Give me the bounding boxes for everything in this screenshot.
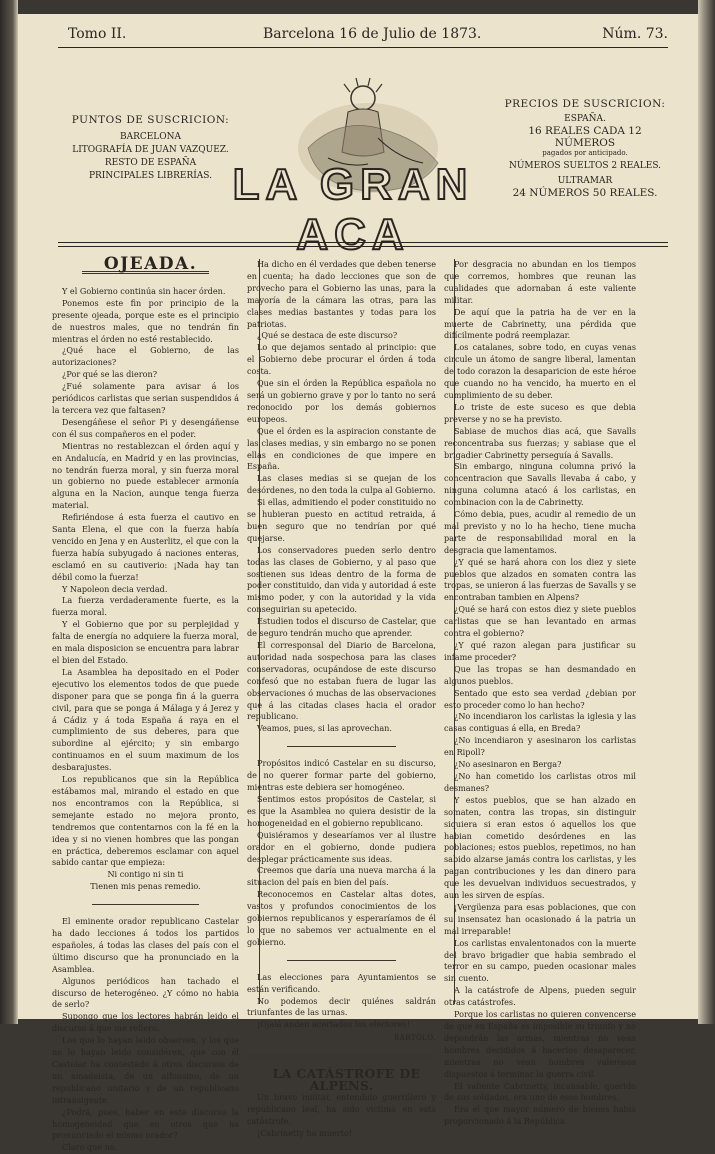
subscription-points — [68, 114, 233, 183]
paragraph: Veamos, pues, si las aprovechan. — [257, 723, 392, 734]
paragraph: ¿Y qué razon alegan para justificar su infame proceder? — [444, 640, 636, 662]
subs-right-line: NÚMEROS SUELTOS 2 REALES. — [508, 161, 662, 171]
paragraph: El eminente orador republicano Castelar ha dado lecciones á todos los partidos españoles, á todas las clases del país con el último discurso que ha pronunciado en la Asamblea. — [52, 916, 239, 974]
paragraph: La fuerza verdaderamente fuerte, es la fuerza moral. — [52, 595, 239, 618]
section-title-ojeada: OJEADA. — [103, 254, 198, 274]
double-rule — [247, 1055, 436, 1058]
section-title-alpens: LA CATÁSTROFE DE ALPENS. — [272, 1066, 421, 1094]
paragraph: ¡Cabrinetty ha muerto! — [257, 1127, 353, 1138]
paragraph: Era el que mayor número de bienes habia proporcionado á la República. — [444, 1104, 636, 1127]
column-1 — [52, 254, 239, 1154]
paragraph: Sentimos estos propósitos de Castelar, si es que la Asamblea no quiera desistir de la homogeneidad en el gobierno republicano. — [247, 793, 436, 828]
paragraph: Y Napoleon decia verdad. — [62, 583, 168, 594]
paragraph: Ponemos este fin por principio de la presente ojeada, porque este es el principio de nuestros males, que no tendrán fin mientras el órden no esté restablecido. — [52, 297, 239, 344]
column-2 — [247, 259, 436, 1140]
page-header — [63, 26, 668, 52]
paragraph: ¿No asesinaron en Berga? — [454, 759, 562, 770]
paragraph: Quisiéramos y desearíamos ver al ilustre orador en el gobierno, donde pudiera desplegar prácticamente sus ideas. — [247, 829, 436, 864]
paragraph: Un bravo militar, entendido guerrillero y republicano leal, ha sido víctima en esta catástrofe. — [247, 1092, 436, 1126]
paragraph: Los republicanos que sin la República estábamos mal, mirando el estado en que nos encontramos con la República, si semejante estado no mejora pronto, tendremos que contentarnos con la fé en la idea y si no vienen hombres que las pongan en práctica, deberemos esclamar con aquel sabido cantar que empieza: — [52, 774, 239, 868]
paragraph: Y estos pueblos, que se han alzado en somaten, contra las tropas, sin distinguir siquiera si eran estos ó aquellos los que habian cometido desórdenes en las poblaciones; estos pueblos, repetimos, no han sabido alzarse jamás contra los carlistas, y les pagan contribuciones y les dan dinero para que les devuelvan individuos secuestrados, y aun les sirven de espías. — [444, 794, 636, 901]
paragraph: ¿No incendiaron los carlistas la iglesia y las casas contiguas á ella, en Breda? — [444, 711, 636, 734]
paragraph: Sin embargo, ninguna columna privó la concentracion que Savalls llevaba á cabo, y ninguna columna atacó á los carlistas, en combinacion con la de Cabrinetty. — [444, 461, 636, 508]
paragraph: Desengáñese el señor Pi y desengáñense con él sus compañeros en el poder. — [52, 416, 239, 439]
section-rule — [287, 960, 396, 961]
issue-date: Barcelona 16 de Julio de 1873. — [263, 26, 482, 42]
page-edge — [698, 0, 715, 1024]
paragraph: Cómo debia, pues, acudir al remedio de un mal previsto y no lo ha hecho, tiene mucha parte de responsabilidad moral en la desgracia que lamentamos. — [444, 509, 636, 555]
masthead-rule — [58, 242, 668, 243]
paragraph: Claro que no. — [62, 1142, 118, 1153]
subs-left-line: BARCELONA — [119, 132, 182, 142]
paragraph: El valiente Cabrinetty, incansable, querido de sus soldados, era uno de esos hombres. — [444, 1080, 636, 1103]
subs-right-line: ULTRAMAR — [557, 176, 613, 186]
paragraph: El corresponsal del Diario de Barcelona, autoridad nada sospechosa para las clases conservadoras, ocupándose de este discurso confesó que no estaban fuera de lugar las observaciones ó muchas de las observaciones que á las citadas clases hacia el orador republicano. — [247, 640, 436, 722]
paragraph: Por desgracia no abundan en los tiempos que corremos, hombres que reunan las cualidades que adornaban á este valiente militar. — [444, 259, 636, 305]
paragraph: ¿No han cometido los carlistas otros mil desmanes? — [444, 770, 636, 793]
paragraph: Los carlistas envalentonados con la muerte del bravo brigadier que habia sembrado el terror en su campo, pueden ocasionar males sin cuento. — [444, 937, 636, 984]
paragraph: A la catástrofe de Alpens, pueden seguir otras catástrofes. — [444, 985, 636, 1008]
masthead-title: LA GRAN ACA — [232, 160, 474, 259]
paragraph: Propósitos indicó Castelar en su discurso, de no querer formar parte del gobierno, mientras este debiera ser homogéneo. — [247, 758, 436, 793]
paragraph: Y el Gobierno continúa sin hacer órden. — [62, 285, 226, 296]
signature: BARTOLO. — [394, 1034, 436, 1043]
paragraph: Ha dicho en él verdades que deben tenerse en cuenta; ha dado lecciones que son de provecho para el Gobierno las unas, para la mayoría de la cámara las otras, para las clases medias bastantes y todas para los patriotas. — [247, 259, 436, 329]
paragraph: ¿No incendiaron y asesinaron los carlistas en Ripoll? — [444, 735, 636, 758]
paragraph: Sabiase de muchos dias acá, que Savalls reconcentraba sus fuerzas; y sabiase que el brigadier Cabrinetty perseguía á Savalls. — [444, 425, 636, 460]
tomo-label: Tomo II. — [68, 26, 127, 42]
subscription-points-title: PUNTOS DE SUSCRICION: — [71, 114, 230, 126]
column-3 — [444, 259, 636, 1128]
subs-right-line: ESPAÑA. — [564, 114, 606, 124]
paragraph: Si ellas, admitiendo el poder constituido no se hubieran puesto en actitud retraida, á buen seguro que no tendrían por qué quejarse. — [247, 497, 436, 543]
paragraph: Las elecciones para Ayuntamientos se están verificando. — [247, 971, 436, 994]
book-spine — [0, 0, 18, 1024]
paragraph: ¿Podrá, pues, haber en este discurso la homogeneidad que en otros que ha pronunciado el mismo orador? — [52, 1106, 239, 1141]
paragraph: Algunos periódicos han tachado el discurso de heterogéneo. ¿Y cómo no habia de serlo? — [52, 975, 239, 1010]
header-rule — [58, 47, 668, 48]
paragraph: Los que lo hayan leido observen, y los que no lo hayan leido considéren, que con él Castelar ha contestado á otros discursos de un amadeista, de un alfonsino, de un republicano unitario y de un republicano intransigente. — [52, 1035, 239, 1105]
subs-right-line: 16 REALES CADA 12 NÚMEROS — [528, 125, 642, 149]
paragraph: Que las tropas se han desmandado en algunos pueblos. — [444, 663, 636, 686]
subs-right-line: 24 NÚMEROS 50 REALES. — [512, 187, 658, 199]
subs-left-line: RESTO DE ESPAÑA — [104, 158, 197, 168]
section-rule — [287, 746, 396, 747]
paragraph: De aquí que la patria ha de ver en la muerte de Cabrinetty, una pérdida que difícilmente podrá reemplazar. — [444, 306, 636, 341]
subs-left-line: LITOGRAFÍA DE JUAN VAZQUEZ. — [72, 145, 229, 155]
paragraph: Sentado que esto sea verdad ¿debian por esto proceder como lo han hecho? — [444, 687, 636, 710]
paragraph: Que el órden es la aspiracion constante de las clases medias, y sin embargo no se ponen ellas en condiciones de que impere en España. — [247, 425, 436, 472]
paragraph: Reconocemos en Castelar altas dotes, vastos y profundos conocimientos de los gobiernos republicanos y esperaríamos de él lo que no sabemos ver actualmente en el gobierno. — [247, 889, 436, 947]
verse-line: Tienen mis penas remedio. — [90, 881, 201, 892]
paragraph: Estudien todos el discurso de Castelar, que de seguro tendrán mucho que aprender. — [247, 616, 436, 639]
paragraph: ¿Por qué se las dieron? — [62, 369, 158, 380]
paragraph: Mientras no restablezcan el órden aquí y en Andalucía, en Madrid y en las provincias, no tendrán fuerza moral, y sin fuerza moral un gobierno no puede establecer armonía alguna en la Nacion, aunque tenga fuerza material. — [52, 440, 239, 511]
issue-number: Núm. 73. — [602, 26, 668, 42]
paragraph: ¿Qué se destaca de este discurso? — [257, 330, 398, 341]
paragraph: Los conservadores pueden serlo dentro todas las clases de Gobierno, y al paso que sostienen sus ideas dentro de la forma de poder constituido, dan vida y autoridad á este mismo poder, y con la autoridad y la vida conseguirian su apetecido. — [247, 544, 436, 615]
paragraph: La Asamblea ha depositado en el Poder ejecutivo los elementos todos de que puede disponer para que se ponga fin á la guerra civil, para que se ponga á Málaga y á Jerez y á Cádiz y á toda España á raya en el cumplimiento de sus deberes, para que subordine al ejército; y sin embargo continuamos en el suum maximum de los desbarajustes. — [52, 666, 239, 773]
paragraph: Refiriéndose á esta fuerza el cautivo en Santa Elena, el que con la fuerza había vencido en Jena y en Austerlitz, el que con la fuerza había subyugado á naciones enteras, esclamó en su cautiverio: ¡Nada hay tan débil como la fuerza! — [52, 512, 239, 582]
paragraph: Porque los carlistas no quieren convencerse de que en España es imposible su triunfo y no depondrán las armas, mientras no vean hombres decididos á hacerlos desaparecer, mientras no vean hombres valerosos dispuestos á terminar la guerra civil. — [444, 1009, 636, 1079]
paragraph: ¿Qué hace el Gobierno, de las autorizaciones? — [52, 345, 239, 368]
paragraph: ¡Vergüenza para esas poblaciones, que con su insensatez han ocasionado á la patria un mal irreparable! — [444, 901, 636, 936]
paragraph: ¡Ojalá anden acertados los electores! — [257, 1019, 410, 1030]
subs-left-line: PRINCIPALES LIBRERÍAS. — [88, 171, 213, 181]
paragraph: Lo que dejamos sentado al principio: que el Gobierno debe procurar el órden á toda costa. — [247, 342, 436, 377]
paragraph: Supongo que los lectores habrán leido el discurso á que me refiero. — [52, 1011, 239, 1034]
section-rule — [92, 904, 199, 905]
newspaper-page — [18, 14, 698, 1153]
paragraph: Los catalanes, sobre todo, en cuyas venas circule un átomo de sangre liberal, lamentan de todo corazon la desaparicion de este héroe que cuando no ha vencido, ha muerto en el cumplimiento de su deber. — [444, 342, 636, 400]
masthead — [218, 78, 490, 259]
masthead-rule-2 — [58, 246, 668, 247]
paragraph: Creemos que daría una nueva marcha á la situacion del país en bien del país. — [247, 865, 436, 888]
paragraph: Que sin el órden la República española no será un gobierno grave y por lo tanto no será reconocido por los demás gobiernos europeos. — [247, 378, 436, 424]
paragraph: ¿Y qué se hará ahora con los diez y siete pueblos que alzados en somaten contra las tropas, se unieron á las fuerzas de Savalls y se encontraban tambien en Alpens? — [444, 556, 636, 603]
paragraph: No podemos decir quiénes saldrán triunfantes de las urnas. — [247, 995, 436, 1018]
subscription-prices — [500, 98, 670, 199]
paragraph: Las clases medias si se quejan de los desórdenes, no den toda la culpa al Gobierno. — [247, 473, 436, 496]
paragraph: Lo triste de este suceso es que debia preverse y no se ha previsto. — [444, 401, 636, 424]
subs-right-line: pagados por anticipado. — [542, 149, 628, 157]
paragraph: ¿Fué solamente para avisar á los periódicos carlistas que serian suspendidos á la tercera vez que faltasen? — [52, 381, 239, 415]
paragraph: Y el Gobierno que por su perplejidad y falta de energía no adquiere la fuerza moral, en mala disposicion se encuentra para labrar el bien del Estado. — [52, 619, 239, 665]
paragraph: ¿Qué se hará con estos diez y siete pueblos carlistas que se han levantado en armas contra el gobierno? — [444, 604, 636, 639]
subscription-prices-title: PRECIOS DE SUSCRICION: — [504, 98, 666, 110]
verse-line: Ni contigo ni sin ti — [107, 869, 184, 880]
